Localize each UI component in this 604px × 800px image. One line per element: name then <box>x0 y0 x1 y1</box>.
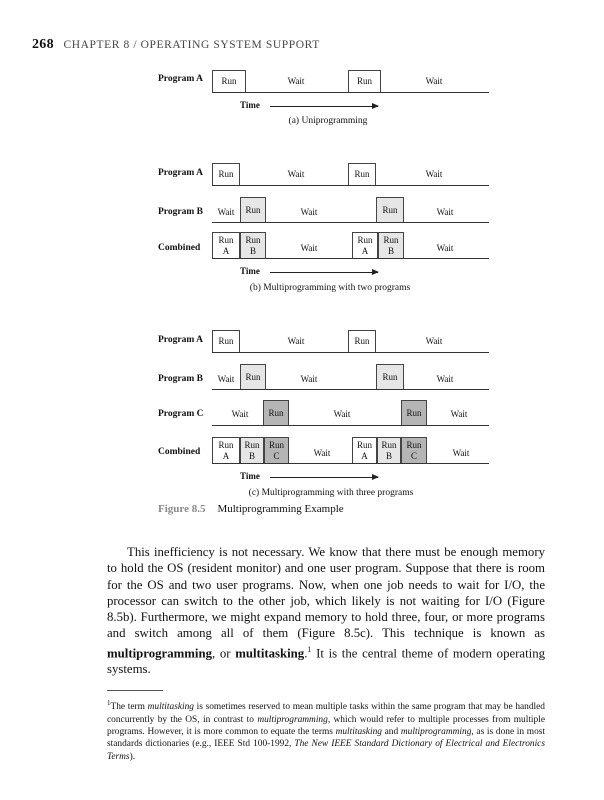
diagram-caption: (b) Multiprogramming with two programs <box>249 283 411 293</box>
run-block: Run <box>240 197 266 223</box>
run-block: Run A <box>212 437 240 464</box>
wait-label: Wait <box>436 374 454 384</box>
body-paragraph <box>107 544 545 678</box>
wait-label: Wait <box>287 336 305 346</box>
wait-label: Wait <box>287 76 305 86</box>
run-block: Run <box>348 330 376 353</box>
run-block: Run B <box>377 437 401 464</box>
page-number: 268 <box>32 37 54 52</box>
footnote-text: ). <box>129 751 136 762</box>
footnote <box>107 697 545 763</box>
wait-label: Wait <box>452 448 470 458</box>
chapter-title: CHAPTER 8 / OPERATING SYSTEM SUPPORT <box>63 39 320 51</box>
figure-title: Multiprogramming Example <box>217 503 344 515</box>
wait-label: Wait <box>313 448 331 458</box>
wait-label: Wait <box>300 374 318 384</box>
timeline <box>212 425 489 426</box>
run-block: Run B <box>240 437 264 464</box>
figure-number: Figure 8.5 <box>158 503 206 515</box>
run-block: Run <box>348 70 381 93</box>
timeline <box>212 389 489 390</box>
wait-label: Wait <box>425 336 443 346</box>
wait-label: Wait <box>217 207 235 217</box>
run-block: Run C <box>401 437 427 464</box>
wait-label: Wait <box>450 409 468 419</box>
footnote-ref[interactable]: 1 <box>307 644 312 654</box>
row-label-program-a: Program A <box>158 74 203 84</box>
time-arrow <box>270 272 378 273</box>
paragraph-text: It is the central theme of modern operating systems. <box>107 646 546 677</box>
paragraph-text: , or <box>211 646 236 661</box>
figure-caption <box>158 503 344 515</box>
timeline <box>212 185 489 186</box>
time-label: Time <box>240 100 260 110</box>
wait-label: Wait <box>333 409 351 419</box>
run-block: Run A <box>212 232 240 259</box>
diagram-caption: (a) Uniprogramming <box>288 116 368 126</box>
footnote-text: The term <box>110 702 148 713</box>
run-block: Run <box>401 400 427 426</box>
row-label-program-a: Program A <box>158 335 203 345</box>
row-label-program-b: Program B <box>158 207 203 217</box>
run-block: Run A <box>352 437 377 464</box>
row-label-program-b: Program B <box>158 374 203 384</box>
footnote-text: and <box>381 726 401 737</box>
wait-label: Wait <box>287 169 305 179</box>
run-block: Run <box>376 364 404 390</box>
run-block: Run B <box>378 232 404 259</box>
run-block: Run <box>212 163 240 186</box>
run-block: Run <box>240 364 266 390</box>
row-label-combined: Combined <box>158 447 201 457</box>
footnote-italic: The New IEEE Standard Dictionary of Electrical and Electronics Terms <box>107 739 545 762</box>
wait-label: Wait <box>436 207 454 217</box>
footnote-mark: 1 <box>107 699 111 707</box>
timeline <box>212 463 489 464</box>
diagram-caption: (c) Multiprogramming with three programs <box>248 488 414 498</box>
page-header <box>32 36 320 53</box>
footnote-text: , as is done in most standards dictionaries (e.g., IEEE Std 100-1992, <box>107 726 546 750</box>
run-block: Run B <box>240 232 266 259</box>
wait-label: Wait <box>425 76 443 86</box>
footnote-text: is sometimes reserved to mean multiple tasks within the same program that may be handled concurrently by the OS, in contrast to <box>107 702 545 725</box>
row-label-program-c: Program C <box>158 409 204 419</box>
run-block: Run A <box>352 232 378 259</box>
term-multitasking: multitasking <box>235 646 305 661</box>
paragraph-text: This inefficiency is not necessary. We know that there must be enough memory to hold the OS (resident monitor) and one user program. Suppose that there is room for the OS and two user programs. Now, when one job needs to wait for I/O, the processor can switch to the other job, which likely is not waiting for I/O (Figure 8.5b). Furthermore, we might expand memory to hold three, four, or more programs and switch among all of them (Figure 8.5c). This technique is known as <box>107 545 545 641</box>
wait-label: Wait <box>425 169 443 179</box>
time-label: Time <box>240 471 260 481</box>
run-block: Run <box>263 400 289 426</box>
footnote-italic: multitasking <box>147 702 194 713</box>
timeline <box>212 92 489 93</box>
term-multiprogramming: multiprogramming <box>107 646 212 661</box>
run-block: Run <box>376 197 404 223</box>
row-label-combined: Combined <box>158 243 201 253</box>
wait-label: Wait <box>300 243 318 253</box>
footnote-italic: multiprogramming <box>257 714 328 725</box>
run-block: Run C <box>264 437 289 464</box>
time-label: Time <box>240 266 260 276</box>
run-block: Run <box>212 70 246 93</box>
time-arrow <box>270 477 378 478</box>
timeline <box>212 352 489 353</box>
time-arrow <box>270 106 378 107</box>
wait-label: Wait <box>231 409 249 419</box>
footnote-rule <box>107 690 163 691</box>
run-block: Run <box>212 330 240 353</box>
row-label-program-a: Program A <box>158 168 203 178</box>
timeline <box>212 258 489 259</box>
footnote-italic: multitasking <box>335 726 382 737</box>
footnote-italic: multiprogramming <box>400 726 472 737</box>
paragraph-text: . <box>304 646 308 661</box>
footnote-text: , which would refer to multiple processes from multiple programs. However, it is more common to equate the terms <box>107 714 545 737</box>
wait-label: Wait <box>436 243 454 253</box>
wait-label: Wait <box>217 374 235 384</box>
run-block: Run <box>348 163 376 186</box>
wait-label: Wait <box>300 207 318 217</box>
timeline <box>212 222 489 223</box>
